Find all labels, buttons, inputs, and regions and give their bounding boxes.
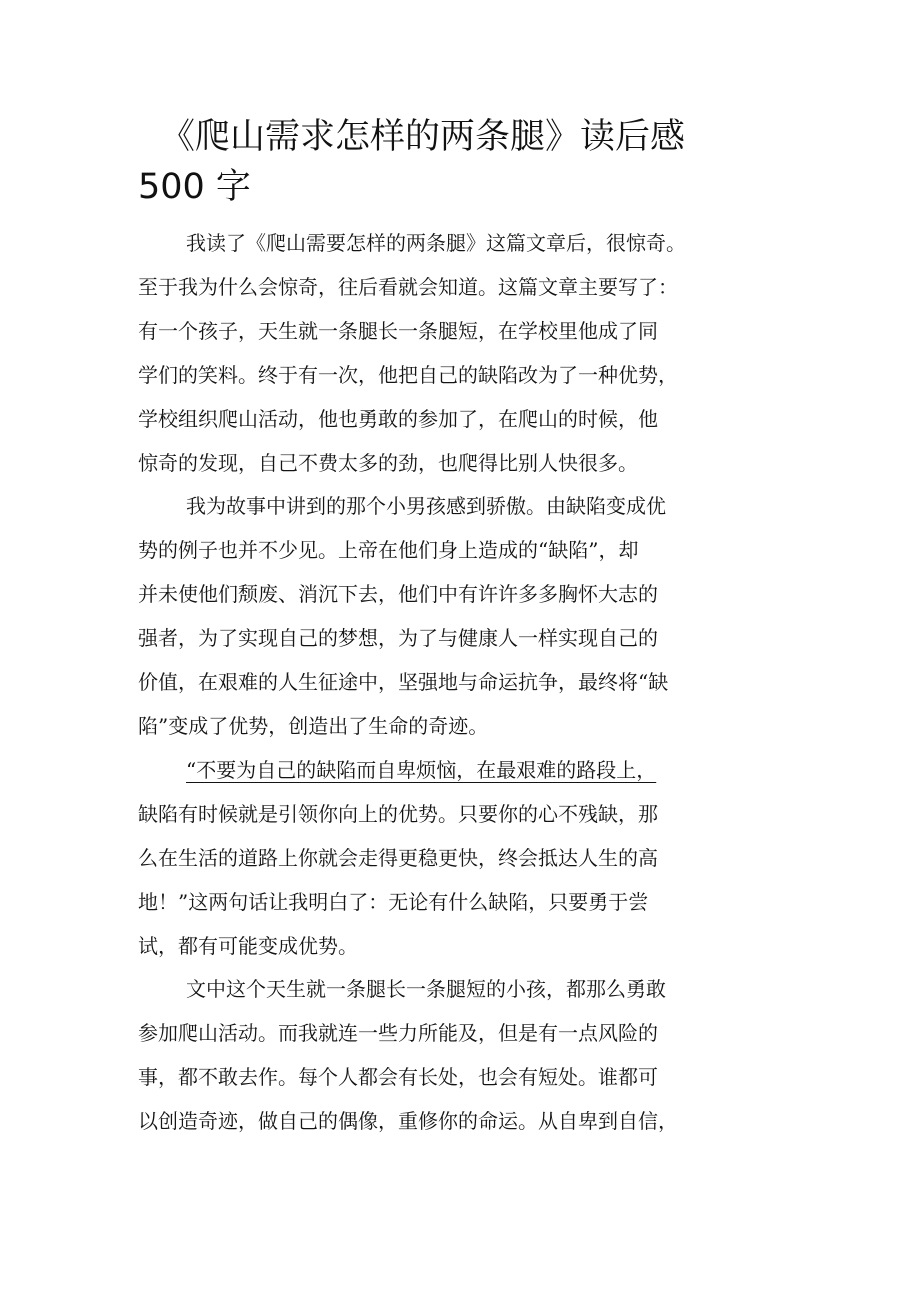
document-body (138, 222, 713, 1144)
paragraph-3 (138, 749, 713, 969)
text-line: 文中这个天生就一条腿长一条腿短的小孩，都那么勇敢 (186, 977, 666, 1002)
text-line: 强者，为了实现自己的梦想，为了与健康人一样实现自己的 (138, 626, 658, 651)
text-line: 我为故事中讲到的那个小男孩感到骄傲。由缺陷变成优 (186, 494, 666, 519)
title-line: 《爬山需求怎样的两条腿》读后感 (160, 117, 686, 157)
text-line: 并未使他们颓废、消沉下去，他们中有许许多多胸怀大志的 (138, 582, 658, 607)
text-line: 学们的笑料。终于有一次，他把自己的缺陷改为了一种优势， (138, 362, 678, 387)
title-line: 500 字 (138, 167, 251, 207)
paragraph-1 (138, 222, 713, 485)
text-line: 试，都有可能变成优势。 (138, 933, 358, 958)
text-line: 惊奇的发现，自己不费太多的劲，也爬得比别人快很多。 (138, 450, 638, 475)
text-line: 势的例子也并不少见。上帝在他们身上造成的“缺陷”，却 (138, 538, 639, 563)
document-title (138, 112, 738, 212)
text-line: 有一个孩子，天生就一条腿长一条腿短，在学校里他成了同 (138, 318, 658, 343)
paragraph-2 (138, 485, 713, 748)
paragraph-4 (138, 968, 713, 1144)
text-line: 地！”这两句话让我明白了：无论有什么缺陷，只要勇于尝 (138, 889, 649, 914)
text-line: 以创造奇迹，做自己的偶像，重修你的命运。从自卑到自信， (138, 1109, 678, 1134)
text-line: 参加爬山活动。而我就连一些力所能及，但是有一点风险的 (138, 1021, 658, 1046)
text-line: 事，都不敢去作。每个人都会有长处，也会有短处。谁都可 (138, 1065, 658, 1090)
text-line: 陷”变成了优势，创造出了生命的奇迹。 (138, 713, 489, 738)
text-line: 至于我为什么会惊奇，往后看就会知道。这篇文章主要写了： (138, 274, 678, 299)
text-line: 么在生活的道路上你就会走得更稳更快，终会抵达人生的高 (138, 845, 658, 870)
text-line: 我读了《爬山需要怎样的两条腿》这篇文章后，很惊奇。 (186, 231, 686, 255)
text-line: 价值，在艰难的人生征途中，坚强地与命运抗争，最终将“缺 (138, 670, 669, 695)
underlined-quote-line: “不要为自己的缺陷而自卑烦恼，在最艰难的路段上， (186, 757, 657, 782)
text-line: 学校组织爬山活动，他也勇敢的参加了，在爬山的时候，他 (138, 406, 658, 431)
text-line: 缺陷有时候就是引领你向上的优势。只要你的心不残缺，那 (138, 801, 658, 826)
